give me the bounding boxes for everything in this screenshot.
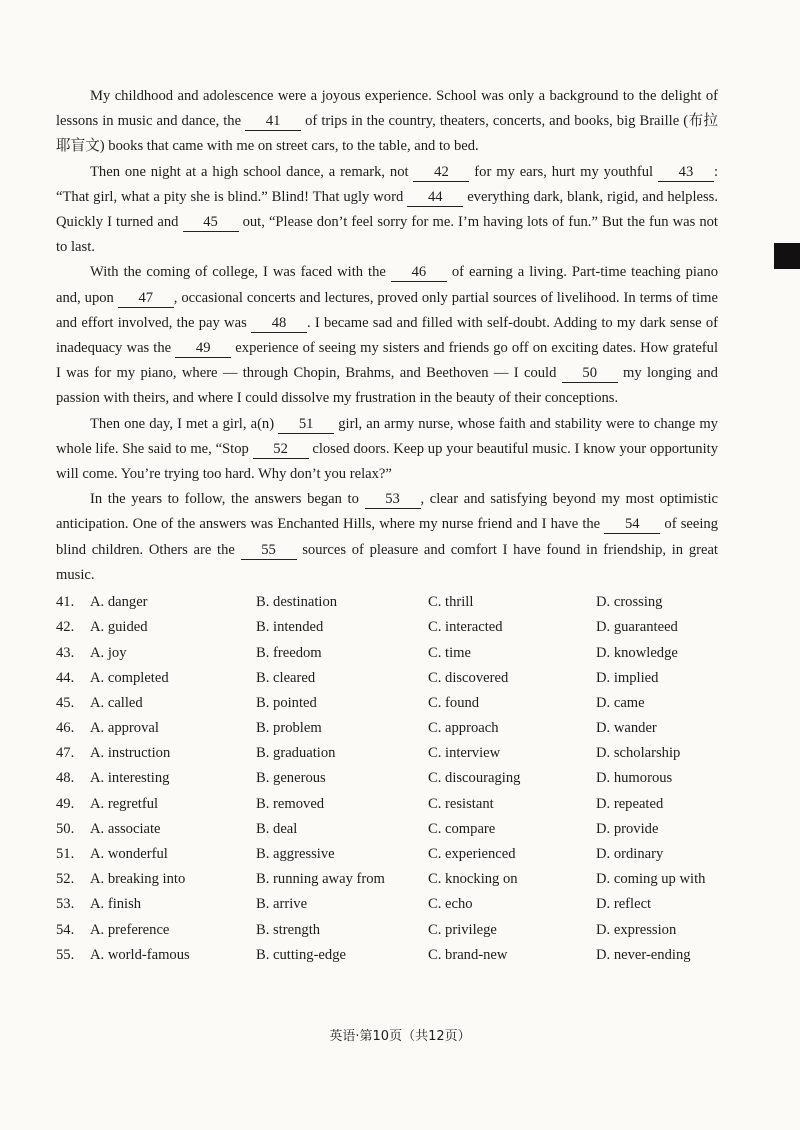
question-number: 45. [56, 694, 75, 711]
question-row [56, 640, 718, 665]
option-b: B. running away from [256, 871, 385, 888]
question-row [56, 615, 718, 640]
option-b: B. freedom [256, 644, 322, 661]
option-c: C. time [428, 644, 471, 661]
blank-46: 46 [391, 263, 447, 282]
option-a: A. guided [90, 619, 148, 636]
option-c: C. interview [428, 745, 501, 762]
question-number: 52. [56, 871, 75, 888]
question-row [56, 792, 718, 817]
option-c: C. experienced [428, 846, 516, 863]
option-d: D. ordinary [596, 846, 664, 863]
question-row [56, 918, 718, 943]
option-a: A. wonderful [90, 846, 168, 863]
question-row [56, 666, 718, 691]
blank-55: 55 [241, 541, 297, 560]
option-c: C. discovered [428, 669, 509, 686]
option-d: D. never-ending [596, 946, 691, 963]
option-b: B. generous [256, 770, 326, 787]
option-b: B. cutting-edge [256, 946, 346, 963]
option-d: D. expression [596, 921, 677, 938]
option-c: C. thrill [428, 594, 474, 611]
option-d: D. knowledge [596, 644, 678, 661]
option-d: D. crossing [596, 594, 663, 611]
option-a: A. danger [90, 594, 148, 611]
question-row [56, 766, 718, 791]
passage-paragraph-4: Then one day, I met a girl, a(n) 51 girl, an army nurse, whose faith and stability were to change my whole life. She said to me, “Stop 52 closed doors. Keep up your beautiful music. I know your opportunity will come. You’re trying too hard. Why don’t you relax?” [56, 415, 718, 483]
question-row [56, 691, 718, 716]
option-b: B. strength [256, 921, 321, 938]
question-number: 47. [56, 745, 75, 762]
blank-47: 47 [118, 289, 174, 308]
page-edge-marker [774, 243, 800, 269]
option-d: D. provide [596, 820, 659, 837]
option-a: A. called [90, 694, 143, 711]
option-c: C. interacted [428, 619, 503, 636]
passage-paragraph-2: Then one night at a high school dance, a remark, not 42 for my ears, hurt my youthful 43 : “That girl, what a pity she is blind.” Blind! That ugly word 44 everything dark, blank, rigid, and helpless. Quickly I turned and 45 out, “Please don’t feel sorry for me. I’m having lots of fun.” But the fun was not to last. [56, 163, 718, 256]
option-d: D. reflect [596, 896, 652, 913]
option-d: D. coming up with [596, 871, 706, 888]
option-c: C. compare [428, 820, 496, 837]
option-b: B. graduation [256, 745, 336, 762]
option-d: D. wander [596, 720, 657, 737]
option-b: B. intended [256, 619, 324, 636]
blank-52: 52 [253, 440, 309, 459]
option-c: C. approach [428, 720, 499, 737]
option-b: B. destination [256, 594, 338, 611]
option-a: A. regretful [90, 795, 159, 812]
option-a: A. preference [90, 921, 170, 938]
option-b: B. pointed [256, 694, 317, 711]
answer-options [56, 590, 718, 968]
question-number: 49. [56, 795, 75, 812]
option-a: A. world-famous [90, 946, 190, 963]
passage-paragraph-1: My childhood and adolescence were a joyous experience. School was only a background to the delight of lessons in music and dance, the 41 of trips in the country, theaters, concerts, and books, big Braille (布拉耶盲文) books that came with me on street cars, to the table, and to bed. [56, 88, 719, 155]
option-a: A. interesting [90, 770, 170, 787]
option-a: A. associate [90, 820, 161, 837]
question-number: 41. [56, 594, 75, 611]
option-c: C. resistant [428, 795, 494, 812]
question-number: 51. [56, 846, 75, 863]
question-number: 44. [56, 669, 75, 686]
blank-54: 54 [604, 515, 660, 534]
option-a: A. finish [90, 896, 142, 913]
option-a: A. joy [90, 644, 127, 661]
option-a: A. instruction [90, 745, 171, 762]
option-d: D. implied [596, 669, 659, 686]
blank-41: 41 [245, 112, 301, 131]
blank-48: 48 [251, 314, 307, 333]
passage-paragraph-5: In the years to follow, the answers began to 53 , clear and satisfying beyond my most optimistic anticipation. One of the answers was Enchanted Hills, where my nurse friend and I have the 54 of seeing blind children. Others are the 55 sources of pleasure and comfort I have found in friendship, in great music. [56, 491, 718, 583]
option-b: B. cleared [256, 669, 316, 686]
exam-page [56, 84, 718, 968]
blank-50: 50 [562, 364, 618, 383]
question-row [56, 842, 718, 867]
option-b: B. removed [256, 795, 325, 812]
question-number: 53. [56, 896, 75, 913]
option-c: C. privilege [428, 921, 497, 938]
blank-51: 51 [278, 415, 334, 434]
question-number: 46. [56, 720, 75, 737]
option-a: A. approval [90, 720, 159, 737]
option-c: C. found [428, 694, 480, 711]
question-number: 50. [56, 820, 75, 837]
option-d: D. humorous [596, 770, 673, 787]
question-row [56, 892, 718, 917]
question-row [56, 943, 718, 968]
question-number: 48. [56, 770, 75, 787]
question-row [56, 590, 718, 615]
option-c: C. knocking on [428, 871, 518, 888]
option-c: C. discouraging [428, 770, 521, 787]
option-d: D. repeated [596, 795, 664, 812]
option-d: D. came [596, 694, 645, 711]
option-a: A. completed [90, 669, 169, 686]
page-footer: 英语·第10页（共12页） [329, 1029, 471, 1044]
option-b: B. arrive [256, 896, 308, 913]
blank-44: 44 [407, 188, 463, 207]
blank-42: 42 [413, 163, 469, 182]
blank-45: 45 [183, 213, 239, 232]
option-c: C. brand-new [428, 946, 508, 963]
option-b: B. aggressive [256, 846, 335, 863]
question-number: 43. [56, 644, 75, 661]
blank-53: 53 [365, 490, 421, 509]
blank-49: 49 [175, 339, 231, 358]
option-b: B. deal [256, 820, 298, 837]
question-number: 55. [56, 946, 75, 963]
question-number: 42. [56, 619, 75, 636]
question-number: 54. [56, 921, 75, 938]
option-b: B. problem [256, 720, 322, 737]
question-row [56, 817, 718, 842]
option-d: D. scholarship [596, 745, 681, 762]
question-row [56, 867, 718, 892]
passage-paragraph-3: With the coming of college, I was faced with the 46 of earning a living. Part-time teaching piano and, upon 47 , occasional concerts and lectures, proved only partial sources of livelihood. In terms of time and effort involved, the pay was 48 . I became sad and filled with self-doubt. Adding to my dark sense of inadequacy was the 49 experience of seeing my sisters and friends go off on exciting dates. How grateful I was for my piano, where — through Chopin, Brahms, and Beethoven — I could 50 my longing and passion with theirs, and where I could dissolve my frustration in the beauty of their conceptions. [56, 264, 719, 407]
option-a: A. breaking into [90, 871, 186, 888]
option-d: D. guaranteed [596, 619, 678, 636]
question-row [56, 741, 718, 766]
question-row [56, 716, 718, 741]
blank-43: 43 [658, 163, 714, 182]
option-c: C. echo [428, 896, 473, 913]
